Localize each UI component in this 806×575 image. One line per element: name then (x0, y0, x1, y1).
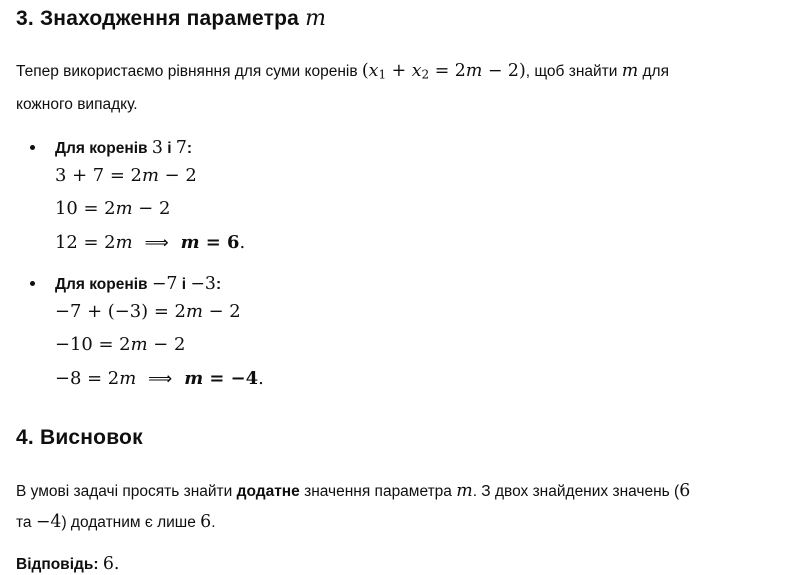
formula-line (55, 160, 790, 193)
section-4-heading: 4. Висновок (16, 425, 143, 449)
text-segment: − 2 (132, 197, 171, 219)
text-segment: Тепер використаємо рівняння для суми коренів (16, 63, 362, 80)
text-segment: . (239, 231, 246, 253)
answer-line (16, 552, 790, 575)
text-segment: m (621, 61, 639, 81)
text-segment: x (411, 61, 422, 81)
text-segment: + (386, 61, 412, 81)
text-segment: Для коренів (55, 275, 152, 293)
text-segment: m (115, 231, 133, 253)
text-segment: m (465, 61, 483, 81)
text-segment: , щоб знайти (525, 63, 622, 80)
text-segment: ⟹ (148, 367, 173, 388)
text-segment: x (368, 61, 379, 81)
formula-line (55, 362, 790, 396)
text-segment: 3 (151, 137, 163, 158)
text-segment: = 2 (429, 61, 466, 81)
text-segment: = −4 (203, 367, 259, 389)
text-segment: В умові задачі просять знайти (16, 482, 237, 500)
text-segment: ( (361, 61, 369, 81)
text-segment: −10 = 2 (55, 333, 131, 355)
text-segment: −7 + (−3) = 2 (55, 300, 186, 322)
text-segment: m (141, 164, 159, 186)
text-segment: 7 (175, 137, 187, 158)
text-segment: −7 (151, 273, 178, 294)
text-segment: m (115, 197, 133, 219)
text-segment: додатне (236, 482, 300, 500)
text-segment: Для коренів (55, 139, 152, 157)
text-segment: − 2) (482, 61, 526, 81)
conclusion-line-2 (16, 507, 790, 538)
formula-line (55, 226, 790, 260)
section-3-intro-paragraph (16, 56, 790, 120)
text-segment: m (456, 480, 473, 501)
text-segment: m (184, 367, 204, 389)
cases-list (16, 137, 790, 396)
text-segment: m (119, 367, 137, 389)
text-segment: . З двох знайдених значень ( (472, 482, 680, 500)
text-segment: 2 (421, 67, 430, 82)
text-segment: = 6 (199, 231, 240, 253)
text-segment: . (211, 513, 216, 531)
text-segment: . (258, 367, 264, 389)
case-item-roots-3-7 (55, 137, 790, 260)
text-segment: значення параметра (299, 482, 457, 500)
section-3-heading-math-m: m (305, 6, 327, 31)
text-segment: ⟹ (144, 231, 169, 252)
text-segment: m (185, 300, 203, 322)
text-segment: m (130, 333, 148, 355)
intro-line-1 (16, 56, 790, 90)
section-4-paragraph (16, 476, 790, 538)
text-segment: Відповідь: (16, 555, 99, 573)
text-segment: 10 = 2 (55, 197, 116, 219)
text-segment: m (180, 231, 200, 253)
text-segment: −4 (35, 511, 62, 532)
text-segment: 1 (378, 67, 387, 82)
bullet-dot-icon (30, 281, 35, 286)
text-segment: та (16, 513, 36, 531)
case-title (55, 137, 790, 160)
text-segment: для (638, 63, 669, 80)
text-segment: 3 + 7 = 2 (55, 164, 142, 186)
conclusion-line-1 (16, 476, 790, 507)
text-segment: − 2 (202, 300, 241, 322)
text-segment: − 2 (158, 164, 197, 186)
text-segment: і (177, 275, 191, 293)
text-segment: − 2 (147, 333, 186, 355)
bullet-dot-icon (30, 145, 35, 150)
formula-line (55, 296, 790, 329)
case-title (55, 273, 790, 296)
text-segment: 6 (679, 480, 691, 501)
text-segment: і (162, 139, 176, 157)
formula-line (55, 329, 790, 362)
text-segment: −3 (190, 273, 216, 294)
section-3-heading (16, 6, 790, 31)
section-3-heading-text: 3. Знаходження параметра (16, 7, 306, 30)
formula-line (55, 193, 790, 226)
text-segment: кожного випадку. (16, 95, 138, 113)
text-segment: 6 (200, 511, 212, 532)
case-item-roots-neg7-neg3 (55, 273, 790, 396)
text-segment: −8 = 2 (55, 367, 120, 389)
text-segment: ) додатним є лише (61, 513, 201, 531)
text-segment: : (215, 275, 222, 293)
text-segment: 12 = 2 (55, 231, 116, 253)
text-segment: 6. (102, 553, 120, 574)
text-segment: : (186, 139, 193, 157)
intro-line-2 (16, 90, 790, 120)
